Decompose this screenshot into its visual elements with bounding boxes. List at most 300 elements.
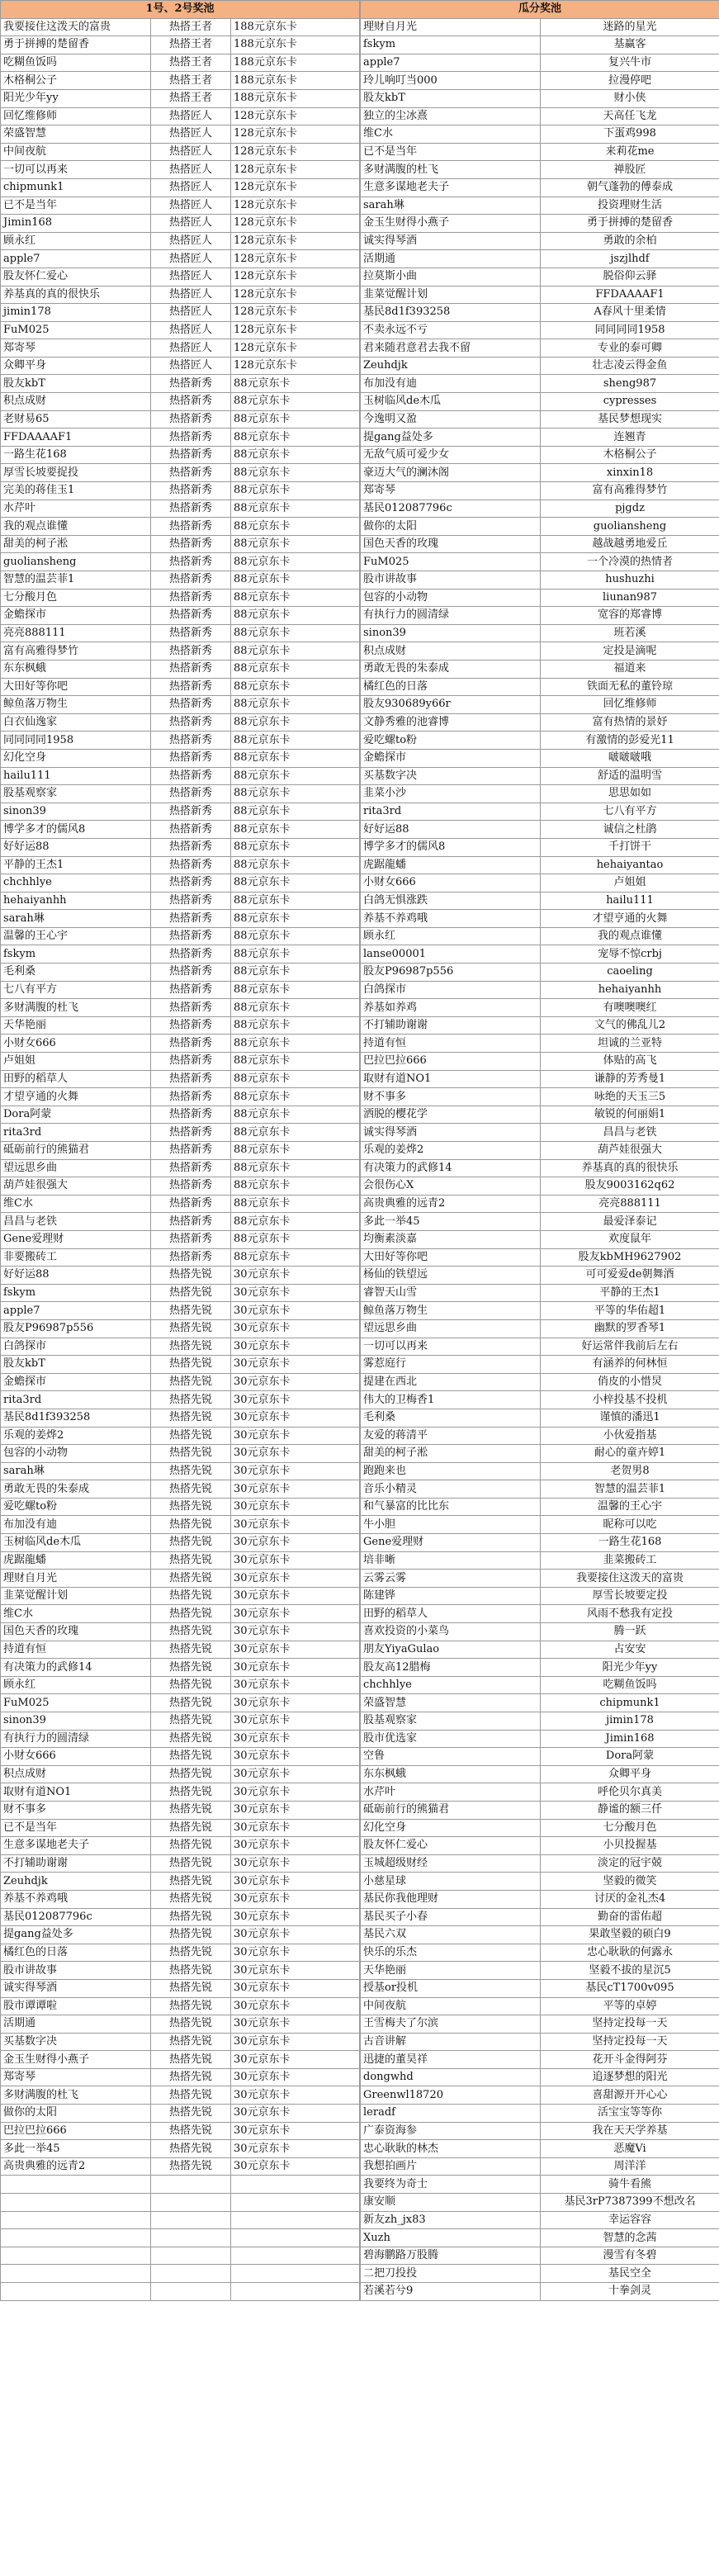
cell-prize[interactable]: 88元京东卡 [231, 856, 360, 874]
cell-nickname[interactable]: 我的观点谁懂 [541, 927, 719, 945]
cell-prize[interactable]: 30元京东卡 [231, 1284, 360, 1302]
cell-tier[interactable]: 热搭新秀 [151, 1213, 231, 1231]
cell-tier[interactable]: 热搭先锐 [151, 1570, 231, 1588]
cell-tier[interactable]: 热搭先锐 [151, 1641, 231, 1659]
cell-tier[interactable]: 热搭先锐 [151, 1498, 231, 1516]
cell-tier[interactable]: 热搭新秀 [151, 1195, 231, 1213]
cell-nickname[interactable]: 小贝投握基 [541, 1837, 719, 1855]
empty-cell[interactable] [151, 2283, 231, 2301]
cell-prize[interactable]: 30元京东卡 [231, 1908, 360, 1926]
cell-tier[interactable]: 热搭先锐 [151, 1551, 231, 1570]
cell-tier[interactable]: 热搭新秀 [151, 1230, 231, 1248]
cell-nickname[interactable]: 君来随君意君去我不留 [361, 339, 541, 358]
cell-nickname[interactable]: 财不事多 [1, 1801, 151, 1819]
cell-tier[interactable]: 热搭先锐 [151, 1391, 231, 1409]
cell-nickname[interactable]: 文气的佛乱儿2 [541, 1016, 719, 1035]
cell-tier[interactable]: 热搭匠人 [151, 197, 231, 215]
cell-nickname[interactable]: 睿智天山雪 [361, 1284, 541, 1302]
cell-nickname[interactable]: 国色天香的玫瑰 [361, 535, 541, 553]
cell-nickname[interactable]: 小伙爱指基 [541, 1427, 719, 1445]
cell-nickname[interactable]: 提gang益处多 [361, 429, 541, 447]
cell-nickname[interactable]: 咏绝的天玉三5 [541, 1088, 719, 1106]
cell-prize[interactable]: 30元京东卡 [231, 1462, 360, 1480]
cell-nickname[interactable]: 一切可以再来 [361, 1338, 541, 1356]
cell-prize[interactable]: 128元京东卡 [231, 304, 360, 322]
cell-nickname[interactable]: jimin178 [1, 304, 151, 322]
cell-nickname[interactable]: 恶魔Vi [541, 2140, 719, 2158]
cell-prize[interactable]: 30元京东卡 [231, 1338, 360, 1356]
cell-nickname[interactable]: 勇于拼搏的楚留香 [1, 36, 151, 54]
cell-nickname[interactable]: chchhlye [361, 1676, 541, 1694]
cell-prize[interactable]: 30元京东卡 [231, 1962, 360, 1980]
empty-cell[interactable] [231, 2247, 360, 2265]
cell-nickname[interactable]: 金蟾探市 [1, 607, 151, 625]
cell-nickname[interactable]: apple7 [1, 1302, 151, 1320]
cell-nickname[interactable]: 股友kbMH9627902 [541, 1248, 719, 1267]
cell-nickname[interactable]: 股市讲故事 [361, 571, 541, 590]
cell-nickname[interactable]: 漫雪有冬碧 [541, 2247, 719, 2265]
cell-nickname[interactable]: 不打辅助谢谢 [1, 1854, 151, 1873]
cell-prize[interactable]: 88元京东卡 [231, 1035, 360, 1053]
cell-nickname[interactable]: 厚雪长坡要定投 [541, 1587, 719, 1605]
cell-prize[interactable]: 30元京东卡 [231, 1676, 360, 1694]
cell-nickname[interactable]: 木格桐公子 [541, 446, 719, 464]
cell-nickname[interactable]: 勇敢无畏的朱泰成 [361, 660, 541, 678]
cell-nickname[interactable]: sarah琳 [1, 1462, 151, 1480]
cell-tier[interactable]: 热搭新秀 [151, 1070, 231, 1088]
cell-nickname[interactable]: 小慈星球 [361, 1873, 541, 1891]
cell-nickname[interactable]: 千打饼干 [541, 838, 719, 856]
cell-tier[interactable]: 热搭新秀 [151, 607, 231, 625]
cell-nickname[interactable]: 坚毅的微笑 [541, 1873, 719, 1891]
cell-tier[interactable]: 热搭先锐 [151, 2105, 231, 2123]
cell-nickname[interactable]: 股友kbT [1, 375, 151, 393]
cell-nickname[interactable]: 买基数字决 [1, 2033, 151, 2051]
cell-nickname[interactable]: 股基观察家 [361, 1712, 541, 1731]
cell-nickname[interactable]: liunan987 [541, 589, 719, 607]
cell-prize[interactable]: 88元京东卡 [231, 410, 360, 429]
cell-nickname[interactable]: 有决策力的武修14 [1, 1659, 151, 1677]
cell-nickname[interactable]: 玉树临风de木瓜 [361, 393, 541, 411]
cell-nickname[interactable]: 提建在西北 [361, 1373, 541, 1391]
cell-tier[interactable]: 热搭新秀 [151, 500, 231, 518]
cell-nickname[interactable]: 体贴的高飞 [541, 1053, 719, 1071]
cell-nickname[interactable]: 伟大的卫梅香1 [361, 1391, 541, 1409]
cell-prize[interactable]: 128元京东卡 [231, 143, 360, 161]
cell-prize[interactable]: 88元京东卡 [231, 1124, 360, 1142]
cell-nickname[interactable]: 乐观的姜烨2 [1, 1427, 151, 1445]
cell-nickname[interactable]: 复兴牛市 [541, 54, 719, 72]
cell-prize[interactable]: 30元京东卡 [231, 1837, 360, 1855]
cell-nickname[interactable]: 七八有平方 [541, 803, 719, 821]
cell-nickname[interactable]: 股友高12腊梅 [361, 1659, 541, 1677]
cell-nickname[interactable]: 股友怀仁爱心 [1, 268, 151, 286]
cell-prize[interactable]: 88元京东卡 [231, 767, 360, 785]
cell-nickname[interactable]: 卢姐姐 [1, 1053, 151, 1071]
cell-tier[interactable]: 热搭新秀 [151, 1159, 231, 1177]
cell-prize[interactable]: 128元京东卡 [231, 161, 360, 179]
cell-nickname[interactable]: 基民8d1f393258 [1, 1409, 151, 1427]
cell-nickname[interactable]: 高贵典雅的远青2 [1, 2157, 151, 2176]
cell-nickname[interactable]: 吃糊鱼饭吗 [541, 1676, 719, 1694]
cell-nickname[interactable]: 股友kbT [1, 1356, 151, 1374]
cell-tier[interactable]: 热搭王者 [151, 89, 231, 107]
cell-nickname[interactable]: 康安顺 [361, 2194, 541, 2212]
cell-prize[interactable]: 128元京东卡 [231, 197, 360, 215]
cell-nickname[interactable]: 博学多才的儒风8 [361, 838, 541, 856]
cell-prize[interactable]: 30元京东卡 [231, 1783, 360, 1802]
cell-nickname[interactable]: 幻化空身 [361, 1819, 541, 1837]
cell-nickname[interactable]: 望远思乡曲 [361, 1319, 541, 1338]
cell-nickname[interactable]: 股友930689y66r [361, 696, 541, 714]
cell-tier[interactable]: 热搭新秀 [151, 571, 231, 590]
cell-prize[interactable]: 30元京东卡 [231, 1801, 360, 1819]
cell-tier[interactable]: 热搭新秀 [151, 624, 231, 642]
cell-nickname[interactable]: 占安安 [541, 1641, 719, 1659]
cell-tier[interactable]: 热搭王者 [151, 72, 231, 90]
cell-tier[interactable]: 热搭先锐 [151, 1267, 231, 1285]
cell-nickname[interactable]: 幽默的罗香琴1 [541, 1319, 719, 1338]
cell-prize[interactable]: 88元京东卡 [231, 749, 360, 767]
cell-nickname[interactable]: 好好运88 [361, 821, 541, 839]
cell-nickname[interactable]: 维C水 [361, 125, 541, 144]
cell-tier[interactable]: 热搭先锐 [151, 1356, 231, 1374]
cell-prize[interactable]: 30元京东卡 [231, 1356, 360, 1374]
cell-nickname[interactable]: 乐观的姜烨2 [361, 1142, 541, 1160]
cell-tier[interactable]: 热搭先锐 [151, 1997, 231, 2015]
cell-nickname[interactable]: 班若溪 [541, 624, 719, 642]
cell-tier[interactable]: 热搭匠人 [151, 107, 231, 125]
cell-prize[interactable]: 30元京东卡 [231, 1997, 360, 2015]
cell-nickname[interactable]: 韭菜觉醒计划 [1, 1587, 151, 1605]
cell-tier[interactable]: 热搭新秀 [151, 838, 231, 856]
cell-prize[interactable]: 88元京东卡 [231, 892, 360, 910]
cell-nickname[interactable]: 甜美的柯子淞 [1, 535, 151, 553]
cell-tier[interactable]: 热搭匠人 [151, 178, 231, 197]
cell-tier[interactable]: 热搭新秀 [151, 1177, 231, 1196]
cell-prize[interactable]: 30元京东卡 [231, 2068, 360, 2086]
cell-nickname[interactable]: 积点成财 [1, 393, 151, 411]
cell-nickname[interactable]: 牛小胆 [361, 1516, 541, 1534]
cell-nickname[interactable]: FFDAAAAF1 [1, 429, 151, 447]
cell-nickname[interactable]: 韭菜搬砖工 [541, 1551, 719, 1570]
cell-tier[interactable]: 热搭新秀 [151, 1124, 231, 1142]
cell-nickname[interactable]: 才望亨通的火舞 [1, 1088, 151, 1106]
cell-nickname[interactable]: 思思如如 [541, 785, 719, 803]
cell-tier[interactable]: 热搭先锐 [151, 1962, 231, 1980]
cell-tier[interactable]: 热搭匠人 [151, 232, 231, 250]
cell-nickname[interactable]: 巴拉巴拉666 [1, 2122, 151, 2140]
cell-nickname[interactable]: rita3rd [1, 1124, 151, 1142]
cell-nickname[interactable]: 定投是滴呢 [541, 642, 719, 661]
cell-nickname[interactable]: 下蛋鸡998 [541, 125, 719, 144]
cell-nickname[interactable]: 最爱泽泰记 [541, 1213, 719, 1231]
cell-prize[interactable]: 30元京东卡 [231, 1944, 360, 1962]
cell-nickname[interactable]: 韭菜觉醒计划 [361, 286, 541, 304]
cell-nickname[interactable]: 国色天香的玫瑰 [1, 1623, 151, 1641]
cell-nickname[interactable]: Zeuhdjk [361, 357, 541, 375]
cell-nickname[interactable]: 老财易65 [1, 410, 151, 429]
cell-nickname[interactable]: 豪迈大气的澜沐阁 [361, 464, 541, 482]
cell-tier[interactable]: 热搭先锐 [151, 1302, 231, 1320]
cell-nickname[interactable]: 勇敢的余柏 [541, 232, 719, 250]
cell-nickname[interactable]: 水芹叶 [361, 1783, 541, 1802]
cell-nickname[interactable]: 木格桐公子 [1, 72, 151, 90]
cell-prize[interactable]: 30元京东卡 [231, 1480, 360, 1499]
cell-nickname[interactable]: caoeling [541, 964, 719, 982]
cell-nickname[interactable]: guoliansheng [541, 518, 719, 536]
cell-tier[interactable]: 热搭先锐 [151, 2086, 231, 2105]
cell-tier[interactable]: 热搭新秀 [151, 1035, 231, 1053]
cell-nickname[interactable]: 勤奋的雷佑超 [541, 1908, 719, 1926]
cell-nickname[interactable]: hehaiyanhh [541, 981, 719, 999]
cell-prize[interactable]: 88元京东卡 [231, 482, 360, 500]
cell-prize[interactable]: 88元京东卡 [231, 803, 360, 821]
cell-tier[interactable]: 热搭新秀 [151, 393, 231, 411]
cell-nickname[interactable]: 勇敢无畏的朱泰成 [1, 1480, 151, 1499]
cell-nickname[interactable]: 雾惹庭行 [361, 1356, 541, 1374]
cell-nickname[interactable]: 股友P96987p556 [361, 964, 541, 982]
cell-nickname[interactable]: 持道有恒 [1, 1641, 151, 1659]
cell-nickname[interactable]: 不卖永远不亏 [361, 321, 541, 339]
cell-nickname[interactable]: 白鸽探市 [361, 981, 541, 999]
cell-nickname[interactable]: 有执行力的圆清绿 [361, 607, 541, 625]
cell-nickname[interactable]: 白鸽无惧涨跌 [361, 892, 541, 910]
cell-nickname[interactable]: 天华艳丽 [1, 1016, 151, 1035]
cell-nickname[interactable]: 杨仙的铁望远 [361, 1267, 541, 1285]
cell-prize[interactable]: 88元京东卡 [231, 589, 360, 607]
cell-prize[interactable]: 30元京东卡 [231, 2105, 360, 2123]
cell-nickname[interactable]: A春风十里柔情 [541, 304, 719, 322]
cell-nickname[interactable]: sinon39 [1, 803, 151, 821]
cell-tier[interactable]: 热搭新秀 [151, 892, 231, 910]
cell-nickname[interactable]: fskym [1, 945, 151, 964]
cell-nickname[interactable]: 啵啵啵哦 [541, 749, 719, 767]
cell-nickname[interactable]: 金玉生财得小燕子 [361, 215, 541, 233]
cell-nickname[interactable]: 众卿平身 [541, 1765, 719, 1783]
cell-nickname[interactable]: 我要接住这泼天的富贵 [541, 1570, 719, 1588]
cell-prize[interactable]: 188元京东卡 [231, 72, 360, 90]
cell-nickname[interactable]: 股市讲故事 [1, 1962, 151, 1980]
cell-nickname[interactable]: hehaiyantao [541, 856, 719, 874]
cell-tier[interactable]: 热搭新秀 [151, 1053, 231, 1071]
cell-tier[interactable]: 热搭王者 [151, 36, 231, 54]
cell-prize[interactable]: 30元京东卡 [231, 1570, 360, 1588]
cell-nickname[interactable]: sinon39 [1, 1712, 151, 1731]
cell-nickname[interactable]: 快乐的乐杰 [361, 1944, 541, 1962]
cell-nickname[interactable]: 提gang益处多 [1, 1926, 151, 1944]
cell-nickname[interactable]: FuM025 [361, 553, 541, 571]
cell-nickname[interactable]: 好好运88 [1, 1267, 151, 1285]
cell-nickname[interactable]: 基民梦想现实 [541, 410, 719, 429]
cell-nickname[interactable]: 智慧的温芸菲1 [1, 571, 151, 590]
cell-nickname[interactable]: 坚持定投每一天 [541, 2015, 719, 2034]
cell-nickname[interactable]: 虎踞龍蟠 [361, 856, 541, 874]
cell-prize[interactable]: 88元京东卡 [231, 553, 360, 571]
cell-prize[interactable]: 88元京东卡 [231, 1016, 360, 1035]
cell-nickname[interactable]: 昌昌与老铁 [1, 1213, 151, 1231]
cell-nickname[interactable]: hehaiyanhh [1, 892, 151, 910]
cell-prize[interactable]: 88元京东卡 [231, 1142, 360, 1160]
cell-nickname[interactable]: 多财满腹的杜飞 [361, 161, 541, 179]
cell-nickname[interactable]: fskym [1, 1284, 151, 1302]
cell-nickname[interactable]: 一路生花168 [1, 446, 151, 464]
cell-nickname[interactable]: 平等的卓婷 [541, 1997, 719, 2015]
cell-nickname[interactable]: 顾永红 [1, 1676, 151, 1694]
cell-nickname[interactable]: 水芹叶 [1, 500, 151, 518]
cell-tier[interactable]: 热搭新秀 [151, 1016, 231, 1035]
cell-nickname[interactable]: 持道有恒 [361, 1035, 541, 1053]
cell-nickname[interactable]: 包容的小动物 [1, 1445, 151, 1463]
cell-prize[interactable]: 30元京东卡 [231, 1890, 360, 1908]
cell-prize[interactable]: 30元京东卡 [231, 1641, 360, 1659]
cell-prize[interactable]: 128元京东卡 [231, 125, 360, 144]
cell-nickname[interactable]: 周洋洋 [541, 2157, 719, 2176]
cell-tier[interactable]: 热搭新秀 [151, 1088, 231, 1106]
cell-tier[interactable]: 热搭新秀 [151, 518, 231, 536]
cell-nickname[interactable]: FFDAAAAF1 [541, 286, 719, 304]
cell-prize[interactable]: 128元京东卡 [231, 286, 360, 304]
cell-nickname[interactable]: 陈建铧 [361, 1587, 541, 1605]
cell-nickname[interactable]: 大田好等你吧 [361, 1248, 541, 1267]
cell-prize[interactable]: 30元京东卡 [231, 2015, 360, 2034]
cell-nickname[interactable]: 越战越勇地爱丘 [541, 535, 719, 553]
cell-nickname[interactable]: 布加没有迪 [361, 375, 541, 393]
cell-tier[interactable]: 热搭新秀 [151, 589, 231, 607]
cell-nickname[interactable]: chipmunk1 [1, 178, 151, 197]
cell-tier[interactable]: 热搭新秀 [151, 767, 231, 785]
cell-nickname[interactable]: 已不是当年 [1, 1819, 151, 1837]
cell-nickname[interactable]: 骑牛看熊 [541, 2176, 719, 2194]
cell-nickname[interactable]: 活宝宝等等你 [541, 2105, 719, 2123]
cell-nickname[interactable]: 古音讲解 [361, 2033, 541, 2051]
cell-prize[interactable]: 128元京东卡 [231, 268, 360, 286]
cell-nickname[interactable]: 独立的尘冰熹 [361, 107, 541, 125]
cell-nickname[interactable]: 平静的王杰1 [1, 856, 151, 874]
cell-tier[interactable]: 热搭新秀 [151, 642, 231, 661]
cell-tier[interactable]: 热搭先锐 [151, 1445, 231, 1463]
cell-nickname[interactable]: 玉城超级财经 [361, 1854, 541, 1873]
cell-nickname[interactable]: 基民cT1700v095 [541, 1979, 719, 1997]
cell-prize[interactable]: 88元京东卡 [231, 1177, 360, 1196]
cell-tier[interactable]: 热搭先锐 [151, 1944, 231, 1962]
cell-nickname[interactable]: 养基如养鸡 [361, 999, 541, 1017]
cell-prize[interactable]: 88元京东卡 [231, 1070, 360, 1088]
cell-nickname[interactable]: 布加没有迪 [1, 1516, 151, 1534]
cell-nickname[interactable]: 迷路的星光 [541, 18, 719, 36]
cell-nickname[interactable]: 吃糊鱼饭吗 [1, 54, 151, 72]
cell-nickname[interactable]: 毛利桑 [361, 1409, 541, 1427]
cell-nickname[interactable]: 东东枫蛾 [1, 660, 151, 678]
cell-prize[interactable]: 30元京东卡 [231, 2051, 360, 2069]
cell-tier[interactable]: 热搭王者 [151, 54, 231, 72]
cell-nickname[interactable]: 做你的太阳 [361, 518, 541, 536]
cell-nickname[interactable]: 甜美的柯子淞 [361, 1445, 541, 1463]
cell-nickname[interactable]: 好运常伴我前后左右 [541, 1338, 719, 1356]
cell-prize[interactable]: 30元京东卡 [231, 1427, 360, 1445]
cell-nickname[interactable]: 广泰资海参 [361, 2122, 541, 2140]
empty-cell[interactable] [151, 2176, 231, 2194]
cell-prize[interactable]: 128元京东卡 [231, 250, 360, 268]
cell-tier[interactable]: 热搭新秀 [151, 713, 231, 732]
cell-nickname[interactable]: 大田好等你吧 [1, 678, 151, 696]
cell-prize[interactable]: 88元京东卡 [231, 874, 360, 893]
cell-nickname[interactable]: 富有高雅得梦竹 [1, 642, 151, 661]
cell-tier[interactable]: 热搭匠人 [151, 125, 231, 144]
cell-nickname[interactable]: 诚实得琴酒 [361, 1124, 541, 1142]
cell-tier[interactable]: 热搭先锐 [151, 1819, 231, 1837]
cell-tier[interactable]: 热搭先锐 [151, 2033, 231, 2051]
cell-tier[interactable]: 热搭新秀 [151, 927, 231, 945]
cell-nickname[interactable]: Dora阿蒙 [541, 1748, 719, 1766]
cell-prize[interactable]: 30元京东卡 [231, 1605, 360, 1623]
cell-nickname[interactable]: sarah琳 [1, 910, 151, 928]
cell-tier[interactable]: 热搭先锐 [151, 1730, 231, 1748]
cell-nickname[interactable]: Jimin168 [541, 1730, 719, 1748]
cell-nickname[interactable]: 一个冷漠的热情者 [541, 553, 719, 571]
cell-tier[interactable]: 热搭先锐 [151, 2015, 231, 2034]
cell-tier[interactable]: 热搭新秀 [151, 821, 231, 839]
cell-tier[interactable]: 热搭先锐 [151, 1783, 231, 1802]
empty-cell[interactable] [1, 2176, 151, 2194]
cell-tier[interactable]: 热搭先锐 [151, 1284, 231, 1302]
cell-nickname[interactable]: 今逸明又盈 [361, 410, 541, 429]
cell-nickname[interactable]: 腾一跃 [541, 1623, 719, 1641]
cell-tier[interactable]: 热搭先锐 [151, 1659, 231, 1677]
cell-nickname[interactable]: 郑寄琴 [361, 482, 541, 500]
cell-tier[interactable]: 热搭新秀 [151, 803, 231, 821]
cell-tier[interactable]: 热搭王者 [151, 18, 231, 36]
cell-nickname[interactable]: 金玉生财得小燕子 [1, 2051, 151, 2069]
cell-tier[interactable]: 热搭新秀 [151, 856, 231, 874]
cell-nickname[interactable]: 若溪若兮9 [361, 2283, 541, 2301]
cell-nickname[interactable]: 回忆维修师 [541, 696, 719, 714]
cell-nickname[interactable]: 基民8d1f393258 [361, 304, 541, 322]
cell-prize[interactable]: 30元京东卡 [231, 2086, 360, 2105]
cell-nickname[interactable]: 讨厌的金礼杰4 [541, 1890, 719, 1908]
cell-tier[interactable]: 热搭新秀 [151, 785, 231, 803]
cell-nickname[interactable]: 白衣仙逸家 [1, 713, 151, 732]
cell-nickname[interactable]: 俏皮的小惜炅 [541, 1373, 719, 1391]
cell-nickname[interactable]: rita3rd [1, 1391, 151, 1409]
cell-nickname[interactable]: 我的观点谁懂 [1, 518, 151, 536]
cell-nickname[interactable]: 喜欢投资的小菜鸟 [361, 1623, 541, 1641]
cell-nickname[interactable]: 亮亮888111 [541, 1195, 719, 1213]
cell-prize[interactable]: 30元京东卡 [231, 1623, 360, 1641]
empty-cell[interactable] [231, 2265, 360, 2283]
cell-nickname[interactable]: 脱俗仰云驿 [541, 268, 719, 286]
cell-tier[interactable]: 热搭先锐 [151, 1748, 231, 1766]
cell-prize[interactable]: 88元京东卡 [231, 713, 360, 732]
cell-nickname[interactable]: 培非晰 [361, 1551, 541, 1570]
cell-prize[interactable]: 88元京东卡 [231, 607, 360, 625]
cell-prize[interactable]: 88元京东卡 [231, 696, 360, 714]
empty-cell[interactable] [1, 2229, 151, 2247]
cell-prize[interactable]: 30元京东卡 [231, 1712, 360, 1731]
empty-cell[interactable] [1, 2283, 151, 2301]
cell-nickname[interactable]: 养基真的真的很快乐 [1, 286, 151, 304]
cell-nickname[interactable]: 郑寄琴 [1, 339, 151, 358]
cell-tier[interactable]: 热搭新秀 [151, 999, 231, 1017]
cell-tier[interactable]: 热搭先锐 [151, 1587, 231, 1605]
cell-nickname[interactable]: 禅股匠 [541, 161, 719, 179]
cell-prize[interactable]: 88元京东卡 [231, 964, 360, 982]
cell-tier[interactable]: 热搭先锐 [151, 1908, 231, 1926]
cell-tier[interactable]: 热搭匠人 [151, 161, 231, 179]
cell-nickname[interactable]: 巴拉巴拉666 [361, 1053, 541, 1071]
empty-cell[interactable] [231, 2211, 360, 2229]
cell-prize[interactable]: 128元京东卡 [231, 321, 360, 339]
